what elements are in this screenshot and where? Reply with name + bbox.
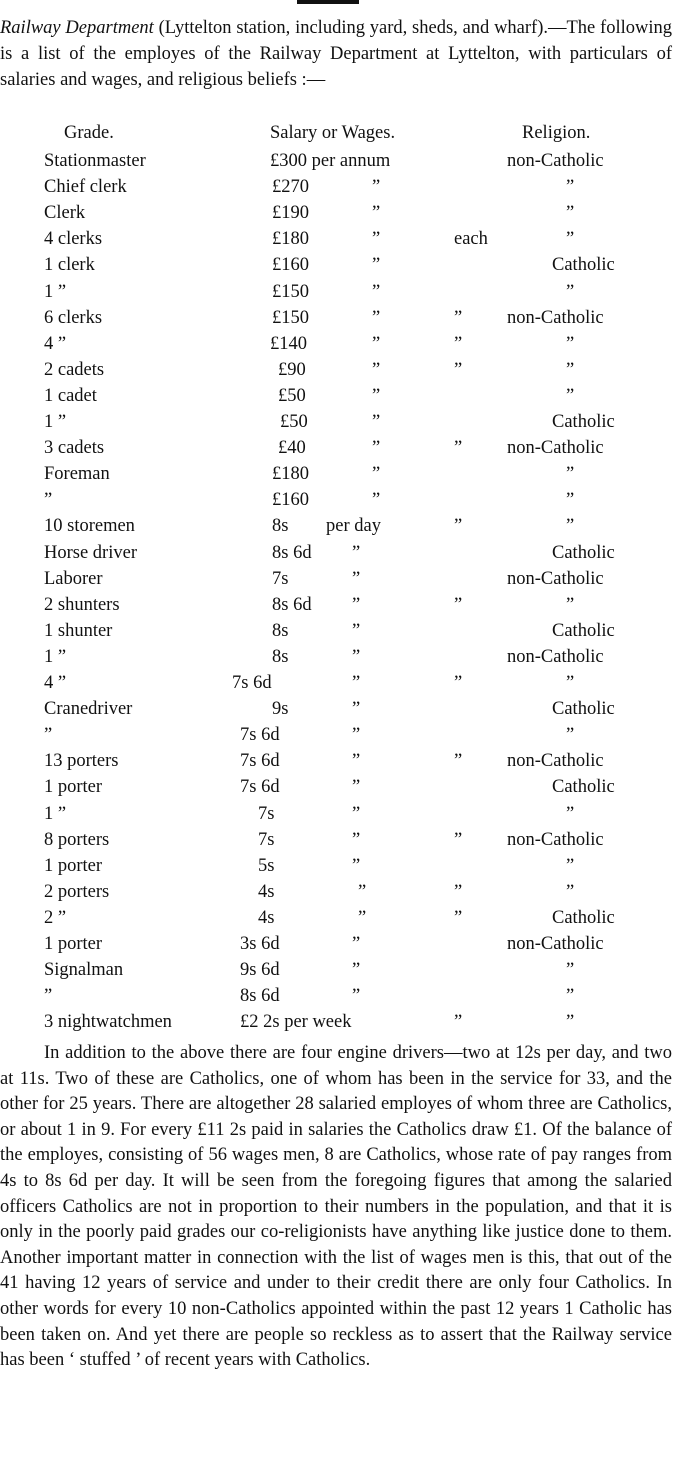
per-cell: ” bbox=[372, 412, 381, 432]
table-row bbox=[0, 540, 674, 566]
amount-cell: £50 bbox=[280, 412, 308, 432]
religion-cell: non-Catholic bbox=[507, 934, 604, 954]
header-salary: Salary or Wages. bbox=[270, 123, 396, 143]
amount-cell: £300 per annum bbox=[270, 151, 391, 171]
each-cell: ” bbox=[454, 307, 463, 328]
amount-cell: 7s 6d bbox=[232, 673, 272, 693]
amount-cell: £140 bbox=[270, 333, 307, 354]
religion-cell: ” bbox=[566, 203, 575, 224]
per-cell: ” bbox=[352, 829, 361, 850]
grade-cell: 13 porters bbox=[44, 751, 119, 772]
grade-cell: 3 nightwatchmen bbox=[44, 1012, 172, 1033]
religion-cell: ” bbox=[566, 516, 575, 537]
amount-cell: 9s 6d bbox=[240, 960, 280, 981]
amount-cell: 8s bbox=[272, 516, 289, 537]
grade-cell: 1 porter bbox=[44, 934, 103, 954]
per-cell: ” bbox=[352, 594, 361, 615]
religion-cell: ” bbox=[566, 803, 575, 824]
religion-cell: ” bbox=[566, 725, 575, 746]
each-cell: ” bbox=[454, 359, 463, 380]
grade-cell: 2 cadets bbox=[44, 359, 105, 380]
table-row bbox=[0, 200, 674, 226]
amount-cell: 8s 6d bbox=[272, 542, 312, 563]
religion-cell: ” bbox=[566, 986, 575, 1007]
table-row bbox=[0, 592, 674, 618]
each-cell: ” bbox=[454, 673, 463, 693]
amount-cell: £270 bbox=[272, 177, 309, 198]
religion-cell: ” bbox=[566, 673, 575, 693]
each-cell: ” bbox=[454, 333, 463, 354]
religion-cell: non-Catholic bbox=[507, 568, 604, 589]
religion-cell: ” bbox=[566, 855, 575, 876]
table-row bbox=[0, 748, 674, 774]
grade-cell: 1 porter bbox=[44, 777, 103, 798]
grade-cell: 1 ” bbox=[44, 803, 67, 824]
each-cell: ” bbox=[454, 907, 463, 928]
per-cell: ” bbox=[352, 986, 361, 1007]
amount-cell: 7s bbox=[258, 803, 275, 824]
religion-cell: Catholic bbox=[552, 412, 615, 432]
amount-cell: 5s bbox=[258, 855, 275, 876]
per-cell: ” bbox=[372, 385, 381, 406]
grade-cell: 8 porters bbox=[44, 829, 110, 850]
religion-cell: ” bbox=[566, 333, 575, 354]
grade-cell: 6 clerks bbox=[44, 307, 103, 328]
amount-cell: £90 bbox=[278, 359, 306, 380]
religion-cell: Catholic bbox=[552, 777, 615, 798]
grade-cell: 2 shunters bbox=[44, 594, 120, 615]
per-cell: ” bbox=[372, 203, 381, 224]
amount-cell: £40 bbox=[278, 438, 306, 459]
table-row bbox=[0, 383, 674, 409]
religion-cell: Catholic bbox=[552, 620, 615, 641]
amount-cell: 8s bbox=[272, 620, 289, 641]
amount-cell: 7s bbox=[258, 829, 275, 850]
amount-cell: 7s bbox=[272, 568, 289, 589]
amount-cell: £180 bbox=[272, 464, 309, 485]
table-row bbox=[0, 409, 674, 435]
religion-cell: non-Catholic bbox=[507, 307, 604, 328]
religion-cell: non-Catholic bbox=[507, 151, 604, 171]
table-row bbox=[0, 905, 674, 931]
per-cell: ” bbox=[352, 673, 361, 693]
amount-cell: 9s bbox=[272, 699, 289, 720]
amount-cell: £150 bbox=[272, 307, 309, 328]
table-row bbox=[0, 148, 674, 174]
religion-cell: ” bbox=[566, 960, 575, 981]
top-rule bbox=[297, 0, 359, 4]
per-cell: ” bbox=[372, 490, 381, 511]
grade-cell: 4 ” bbox=[44, 333, 67, 354]
per-cell: ” bbox=[372, 255, 381, 276]
religion-cell: ” bbox=[566, 229, 575, 250]
grade-cell: 2 porters bbox=[44, 881, 110, 902]
per-cell: ” bbox=[352, 751, 361, 772]
per-cell: ” bbox=[372, 281, 381, 302]
grade-cell: Horse driver bbox=[44, 542, 137, 563]
grade-cell: Foreman bbox=[44, 464, 110, 485]
table-row bbox=[0, 487, 674, 513]
table-row bbox=[0, 722, 674, 748]
grade-cell: 4 ” bbox=[44, 673, 67, 693]
table-row bbox=[0, 566, 674, 592]
per-cell: ” bbox=[372, 307, 381, 328]
amount-cell: 8s bbox=[272, 646, 289, 667]
grade-cell: ” bbox=[44, 986, 53, 1007]
per-cell: ” bbox=[352, 960, 361, 981]
amount-cell: 8s 6d bbox=[272, 594, 312, 615]
grade-cell: 1 porter bbox=[44, 855, 103, 876]
grade-cell: Clerk bbox=[44, 203, 86, 224]
grade-cell: 1 ” bbox=[44, 646, 67, 667]
table-row bbox=[0, 252, 674, 278]
table-row bbox=[0, 279, 674, 305]
grade-cell: Stationmaster bbox=[44, 151, 146, 171]
amount-cell: 4s bbox=[258, 907, 275, 928]
per-cell: ” bbox=[372, 229, 381, 250]
grade-cell: Chief clerk bbox=[44, 177, 127, 198]
grade-cell: ” bbox=[44, 490, 53, 511]
amount-cell: 3s 6d bbox=[240, 934, 280, 954]
grade-cell: 3 cadets bbox=[44, 438, 105, 459]
religion-cell: ” bbox=[566, 464, 575, 485]
table-row bbox=[0, 331, 674, 357]
table-row bbox=[0, 644, 674, 670]
religion-cell: non-Catholic bbox=[507, 438, 604, 459]
religion-cell: ” bbox=[566, 490, 575, 511]
grade-cell: 10 storemen bbox=[44, 516, 135, 537]
religion-cell: non-Catholic bbox=[507, 751, 604, 772]
religion-cell: ” bbox=[566, 385, 575, 406]
per-cell: ” bbox=[352, 777, 361, 798]
each-cell: ” bbox=[454, 829, 463, 850]
amount-cell: 7s 6d bbox=[240, 725, 280, 746]
table-row bbox=[0, 305, 674, 331]
table-row bbox=[0, 827, 674, 853]
amount-cell: 7s 6d bbox=[240, 777, 280, 798]
table-row bbox=[0, 1009, 674, 1035]
per-cell: ” bbox=[372, 359, 381, 380]
per-cell: ” bbox=[352, 855, 361, 876]
religion-cell: ” bbox=[566, 881, 575, 902]
grade-cell: 1 shunter bbox=[44, 620, 113, 641]
closing-paragraph: In addition to the above there are four engine drivers—two at 12s per day, and two at 11s. Two of these are Catholics, one of whom has been in the service for 33, and the other for 25 years. There are altogether 28 salaried employes of whom three are Catholics, or about 1 in 9. For every £11 2s paid in salaries the Catholics draw £1. Of the balance of the employes, consisting of 56 wages men, 8 are Catholics, whose rate of pay ranges from 4s to 8s 6d per day. It will be seen from the foregoing figures that among the salaried officers Catholics are not in proportion to their numbers in the population, and that it is only in the poorly paid grades our co-religionists have anything like justice done to them. Another important matter in connection with the list of wages men is this, that out of the 41 having 12 years of service and under to their credit there are only four Catholics. In other words for every 10 non-Catholics appointed within the past 12 years 1 Catholic has been taken on. And yet there are people so reckless as to assert that the Railway service has been ‘ stuffed ’ of recent years with Catholics. bbox=[0, 1043, 672, 1371]
grade-cell: 1 cadet bbox=[44, 385, 97, 406]
table-row bbox=[0, 957, 674, 983]
per-cell: ” bbox=[372, 438, 381, 459]
header-religion: Religion. bbox=[522, 123, 591, 143]
amount-cell: £160 bbox=[272, 255, 309, 276]
per-cell: per day bbox=[326, 516, 381, 537]
header-grade: Grade. bbox=[64, 123, 114, 143]
table-row bbox=[0, 461, 674, 487]
table-row bbox=[0, 801, 674, 827]
per-cell: ” bbox=[372, 464, 381, 485]
religion-cell: Catholic bbox=[552, 255, 615, 276]
amount-cell: £190 bbox=[272, 203, 309, 224]
table-row bbox=[0, 696, 674, 722]
per-cell: ” bbox=[352, 620, 361, 641]
religion-cell: ” bbox=[566, 594, 575, 615]
amount-cell: 7s 6d bbox=[240, 751, 280, 772]
religion-cell: Catholic bbox=[552, 699, 615, 720]
each-cell: ” bbox=[454, 751, 463, 772]
religion-cell: ” bbox=[566, 359, 575, 380]
grade-cell: 1 ” bbox=[44, 412, 67, 432]
table-row bbox=[0, 174, 674, 200]
per-cell: ” bbox=[358, 907, 367, 928]
religion-cell: ” bbox=[566, 1012, 575, 1033]
table-row bbox=[0, 983, 674, 1009]
amount-cell: £50 bbox=[278, 385, 306, 406]
grade-cell: ” bbox=[44, 725, 53, 746]
religion-cell: ” bbox=[566, 281, 575, 302]
amount-cell: 4s bbox=[258, 881, 275, 902]
religion-cell: ” bbox=[566, 177, 575, 198]
each-cell: each bbox=[454, 229, 488, 250]
amount-cell: £150 bbox=[272, 281, 309, 302]
grade-cell: Laborer bbox=[44, 568, 103, 589]
per-cell: ” bbox=[352, 542, 361, 563]
table-row bbox=[0, 670, 674, 696]
table-row bbox=[0, 931, 674, 957]
table-row bbox=[0, 513, 674, 539]
each-cell: ” bbox=[454, 881, 463, 902]
table-row bbox=[0, 357, 674, 383]
grade-cell: Signalman bbox=[44, 960, 124, 981]
religion-cell: non-Catholic bbox=[507, 829, 604, 850]
table-row bbox=[0, 226, 674, 252]
amount-cell: 8s 6d bbox=[240, 986, 280, 1007]
amount-cell: £2 2s per week bbox=[240, 1012, 352, 1033]
table-row bbox=[0, 853, 674, 879]
per-cell: ” bbox=[352, 803, 361, 824]
grade-cell: 1 clerk bbox=[44, 255, 95, 276]
per-cell: ” bbox=[352, 699, 361, 720]
per-cell: ” bbox=[352, 725, 361, 746]
grade-cell: 4 clerks bbox=[44, 229, 103, 250]
amount-cell: £180 bbox=[272, 229, 309, 250]
intro-title: Railway Department bbox=[0, 18, 154, 38]
each-cell: ” bbox=[454, 594, 463, 615]
per-cell: ” bbox=[372, 177, 381, 198]
each-cell: ” bbox=[454, 438, 463, 459]
amount-cell: £160 bbox=[272, 490, 309, 511]
intro-paragraph bbox=[0, 16, 672, 93]
table-row bbox=[0, 774, 674, 800]
per-cell: ” bbox=[352, 934, 361, 954]
table-header bbox=[0, 120, 674, 146]
grade-cell: 1 ” bbox=[44, 281, 67, 302]
each-cell: ” bbox=[454, 516, 463, 537]
per-cell: ” bbox=[372, 333, 381, 354]
each-cell: ” bbox=[454, 1012, 463, 1033]
per-cell: ” bbox=[352, 646, 361, 667]
per-cell: ” bbox=[358, 881, 367, 902]
religion-cell: non-Catholic bbox=[507, 646, 604, 667]
intro-text: (Lyttelton station, including yard, sheds, and wharf).—The following is a list of the employes of the Railway Department at Lyttelton, with particulars of salaries and wages, and religious beliefs :— bbox=[0, 18, 672, 90]
table-row bbox=[0, 435, 674, 461]
religion-cell: Catholic bbox=[552, 907, 615, 928]
grade-cell: 2 ” bbox=[44, 907, 67, 928]
grade-cell: Cranedriver bbox=[44, 699, 133, 720]
per-cell: ” bbox=[352, 568, 361, 589]
table-row bbox=[0, 618, 674, 644]
religion-cell: Catholic bbox=[552, 542, 615, 563]
table-row bbox=[0, 879, 674, 905]
